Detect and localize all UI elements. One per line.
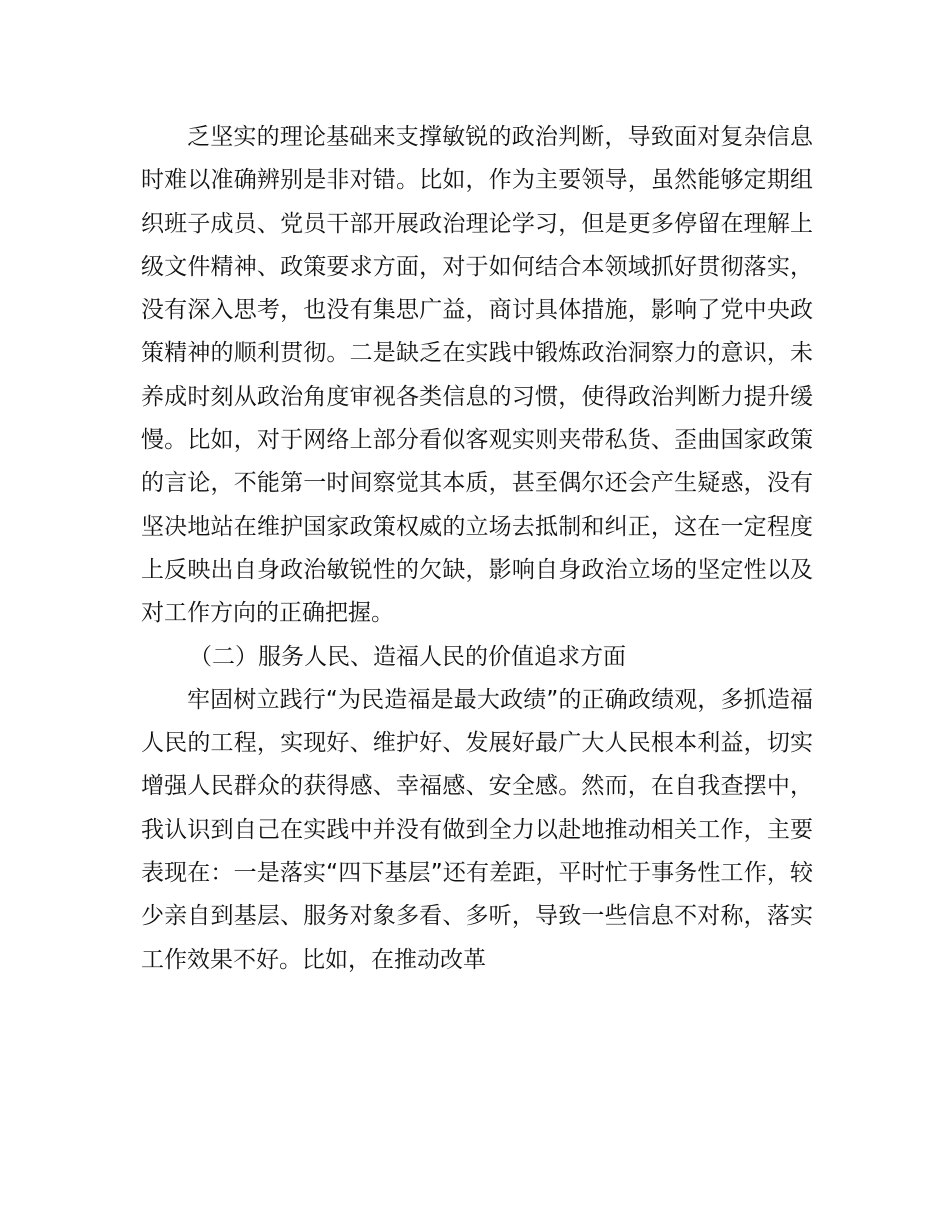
body-paragraph: 牢固树立践行“为民造福是最大政绩”的正确政绩观，多抓造福人民的工程，实现好、维护好、发展好最广大人民根本利益，切实增强人民群众的获得感、幸福感、安全感。然而，在自我查摆中，我认识到自己在实践中并没有做到全力以赴地推动相关工作，主要表现在：一是落实“四下基层”还有差距，平时忙于事务性工作，较少亲自到基层、服务对象多看、多听，导致一些信息不对称，落实工作效果不好。比如，在推动改革 (141, 686, 813, 973)
body-paragraph-continued: 乏坚实的理论基础来支撑敏锐的政治判断，导致面对复杂信息时难以准确辨别是非对错。比如，作为主要领导，虽然能够定期组织班子成员、党员干部开展政治理论学习，但是更多停留在理解上级文件精神、政策要求方面，对于如何结合本领域抓好贯彻落实，没有深入思考，也没有集思广益，商讨具体措施，影响了党中央政策精神的顺利贯彻。二是缺乏在实践中锻炼政治洞察力的意识，未养成时刻从政治角度审视各类信息的习惯，使得政治判断力提升缓慢。比如，对于网络上部分看似客观实则夹带私货、歪曲国家政策的言论，不能第一时间察觉其本质，甚至偶尔还会产生疑惑，没有坚决地站在维护国家政策权威的立场去抵制和纠正，这在一定程度上反映出自身政治敏锐性的欠缺，影响自身政治立场的坚定性以及对工作方向的正确把握。 (141, 124, 813, 627)
section-heading: （二）服务人民、造福人民的价值追求方面 (189, 643, 626, 670)
document-body (141, 116, 813, 982)
